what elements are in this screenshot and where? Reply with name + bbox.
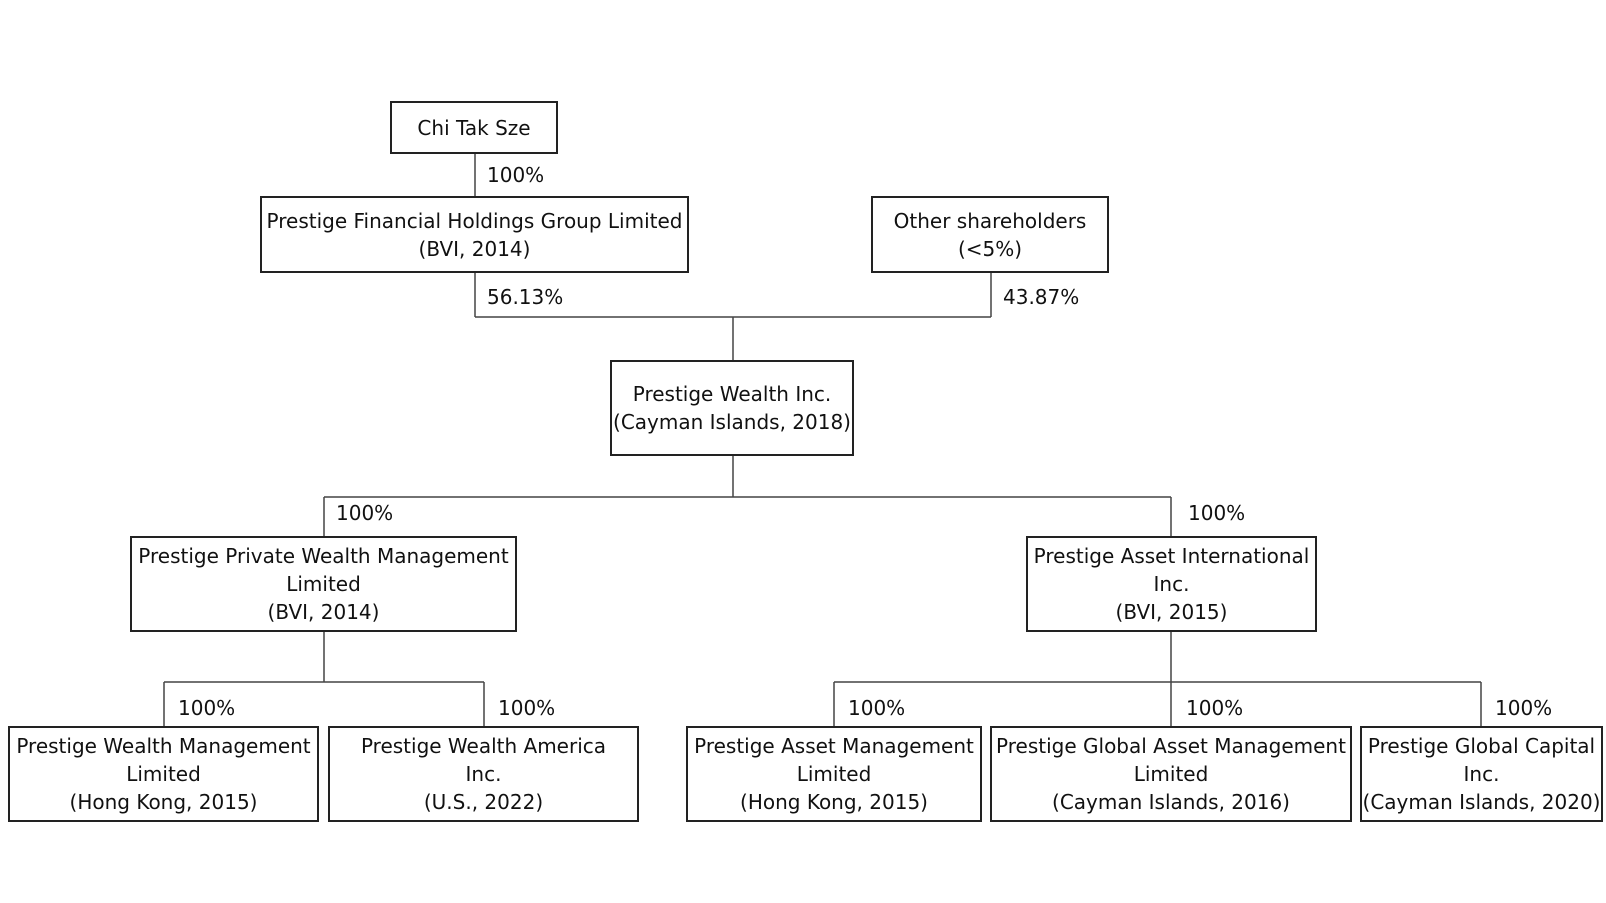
- node-line: Prestige Asset International: [1033, 544, 1310, 568]
- node-line: Prestige Financial Holdings Group Limited: [266, 208, 683, 233]
- pct-label-pfhg-to-pwi: 56.13%: [487, 285, 564, 309]
- node-prestige-financial-holdings: [260, 196, 689, 273]
- node-line: Prestige Wealth America: [360, 734, 607, 758]
- node-other-shareholders: [871, 196, 1109, 273]
- node-line: Inc.: [1463, 762, 1500, 786]
- node-prestige-asset-management-limited: [686, 726, 982, 822]
- node-prestige-private-wealth-management: [130, 536, 517, 632]
- pct-label-other-to-pwi: 43.87%: [1003, 285, 1080, 309]
- node-line: Chi Tak Sze: [417, 115, 531, 140]
- pct-label-pai-to-pgaml: 100%: [1186, 696, 1244, 720]
- node-line: Inc.: [465, 762, 502, 786]
- node-prestige-asset-international: [1026, 536, 1317, 632]
- node-line: Inc.: [1153, 572, 1190, 596]
- pct-label-pwi-to-ppwm: 100%: [336, 501, 394, 525]
- node-line: (Cayman Islands, 2018): [613, 410, 851, 434]
- node-line: (Hong Kong, 2015): [740, 790, 928, 814]
- pct-label-pai-to-paml: 100%: [848, 696, 906, 720]
- pct-label-ppwm-to-pwml: 100%: [178, 696, 236, 720]
- node-line: Prestige Wealth Inc.: [632, 382, 832, 406]
- node-line: (<5%): [957, 236, 1023, 261]
- node-line: (BVI, 2014): [418, 236, 531, 261]
- node-line: (BVI, 2014): [267, 600, 380, 624]
- node-prestige-global-capital: [1360, 726, 1603, 822]
- node-line: Limited: [796, 762, 872, 786]
- node-chi-tak-sze: [390, 101, 558, 154]
- node-line: Prestige Wealth Management: [16, 734, 311, 758]
- node-line: Limited: [1133, 762, 1209, 786]
- pct-label-chi-to-pfhg: 100%: [487, 163, 545, 187]
- node-line: Prestige Global Asset Management: [996, 734, 1346, 758]
- node-prestige-wealth-america: [328, 726, 639, 822]
- node-line: Limited: [286, 572, 361, 596]
- node-line: Prestige Asset Management: [694, 734, 974, 758]
- node-line: (Cayman Islands, 2020): [1362, 790, 1601, 814]
- node-line: Other shareholders: [893, 208, 1087, 233]
- pct-label-pwi-to-pai: 100%: [1188, 501, 1246, 525]
- node-line: (U.S., 2022): [423, 790, 544, 814]
- node-line: (BVI, 2015): [1115, 600, 1228, 624]
- node-prestige-wealth-management-limited: [8, 726, 319, 822]
- node-prestige-global-asset-management: [990, 726, 1352, 822]
- pct-label-pai-to-pgci: 100%: [1495, 696, 1553, 720]
- node-prestige-wealth-inc: [610, 360, 854, 456]
- node-line: (Cayman Islands, 2016): [1052, 790, 1290, 814]
- node-line: Prestige Global Capital: [1367, 734, 1596, 758]
- node-line: Limited: [126, 762, 201, 786]
- pct-label-ppwm-to-pwa: 100%: [498, 696, 556, 720]
- node-line: (Hong Kong, 2015): [69, 790, 258, 814]
- node-line: Prestige Private Wealth Management: [138, 544, 509, 568]
